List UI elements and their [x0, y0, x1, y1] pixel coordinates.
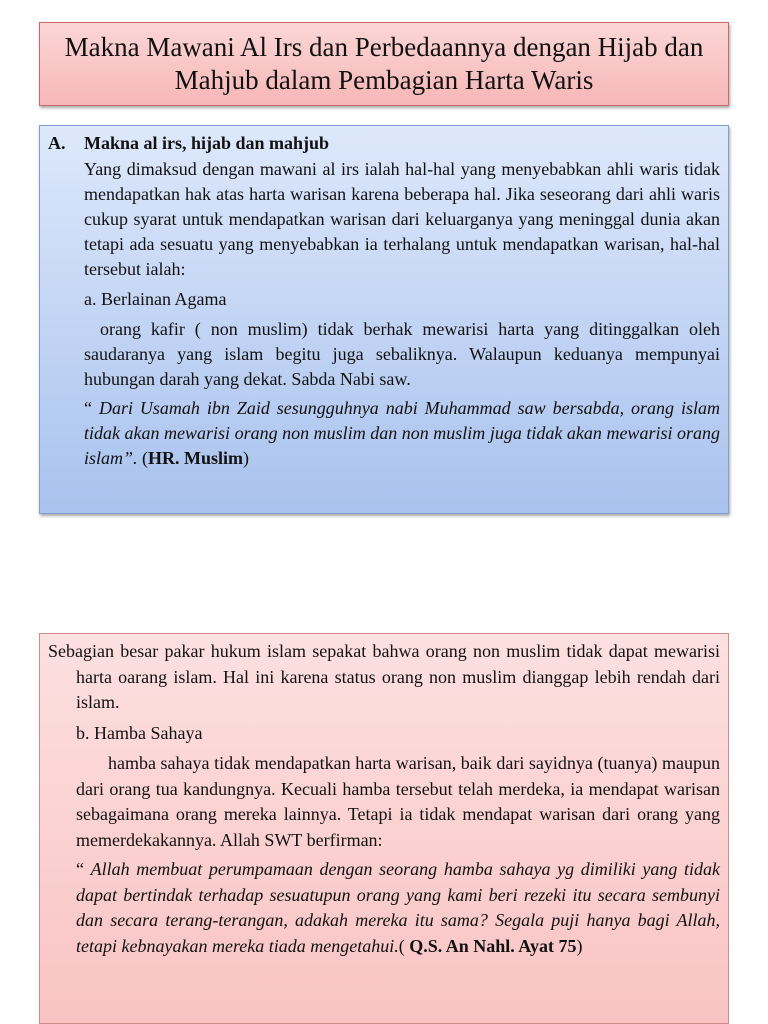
quran-quote	[76, 857, 720, 959]
title-box	[39, 22, 729, 106]
hadith-ref-open: (	[137, 448, 149, 468]
non-muslim-paragraph: Sebagian besar pakar hukum islam sepakat bahwa orang non muslim tidak dapat mewarisi harta oarang islam. Hal ini karena status orang non muslim dianggap lebih rendah dari islam.	[48, 641, 720, 712]
berlainan-agama-text: orang kafir ( non muslim) tidak berhak mewarisi harta yang ditinggalkan oleh saudaranya yang islam begitu juga sebaliknya. Walaupun keduanya mempunyai hubungan darah yang dekat. Sabda Nabi saw.	[84, 319, 720, 389]
section-a-letter: A.	[48, 133, 66, 153]
section-b-box	[39, 633, 729, 1024]
subheading-berlainan-agama: a. Berlainan Agama	[84, 289, 227, 309]
hadith-quote	[84, 396, 720, 471]
section-a-heading	[48, 131, 720, 156]
page-title: Makna Mawani Al Irs dan Perbedaannya dengan Hijab dan Mahjub dalam Pembagian Harta Waris	[64, 32, 704, 95]
hamba-sahaya-text: hamba sahaya tidak mendapatkan harta warisan, baik dari sayidnya (tuanya) maupun dari orang tua kandungnya. Kecuali hamba tersebut telah merdeka, ia mendapat warisan sebagaimana orang mereka lainnya. Tetapi ia tidak mendapat warisan dari orang yang memerdekakannya. Allah SWT berfirman:	[76, 753, 720, 850]
section-a-intro: Yang dimaksud dengan mawani al irs ialah hal-hal yang menyebabkan ahli waris tidak mendapatkan hak atas harta warisan karena beberapa hal. Jika seseorang dari ahli waris cukup syarat untuk mendapatkan warisan dari keluarganya yang meninggal dunia akan tetapi ada sesuatu yang menyebabkan ia terhalang untuk mendapatkan warisan, hal-hal tersebut ialah:	[84, 159, 720, 279]
quran-open-quote: “	[76, 859, 91, 879]
quran-reference: Q.S. An Nahl. Ayat 75	[409, 935, 577, 956]
quran-quote-text: Allah membuat perumpamaan dengan seorang hamba sahaya yg dimiliki yang tidak dapat bertindak terhadap sesuatupun orang yang kami beri rezeki itu secara sembunyi dan secara terang-terangan, adakah mereka itu sama? Segala puji hanya bagi Allah, tetapi kebnayakan mereka tiada mengetahui.	[76, 859, 720, 956]
hadith-open-quote: “	[84, 398, 99, 418]
section-a-box	[39, 125, 729, 514]
hadith-text: Dari Usamah ibn Zaid sesungguhnya nabi Muhammad saw bersabda, orang islam tidak akan mewarisi orang non muslim dan non muslim juga tidak akan mewarisi orang islam”.	[84, 398, 720, 468]
subheading-hamba-sahaya: b. Hamba Sahaya	[76, 722, 203, 743]
hadith-reference: HR. Muslim	[148, 448, 244, 468]
section-a-heading-text: Makna al irs, hijab dan mahjub	[84, 133, 330, 153]
hadith-ref-close: )	[243, 448, 250, 468]
quran-ref-open: (	[398, 935, 410, 956]
quran-ref-close: )	[576, 935, 583, 956]
